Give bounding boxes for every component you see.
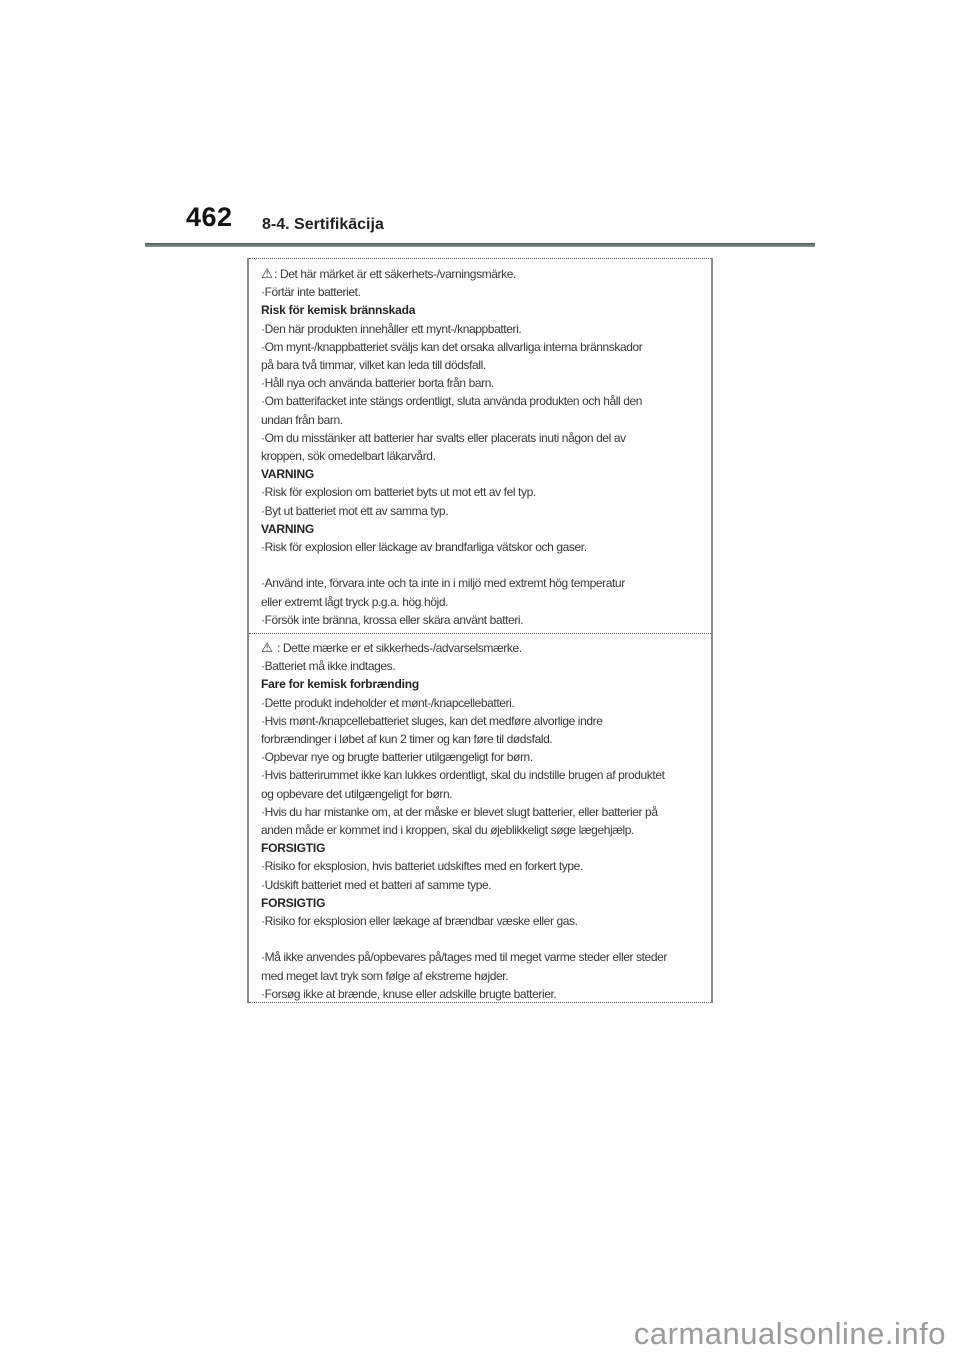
warning-text-line: ·Risk för explosion eller läckage av brandfarliga vätskor och gaser. (261, 540, 587, 555)
warning-text-line: ·Opbevar nye og brugte batterier utilgængeligt for børn. (261, 750, 533, 765)
warning-text-line: og opbevare det utilgængeligt for børn. (261, 786, 453, 801)
warning-text-line: ·Dette produkt indeholder et mønt-/knapcellebatteri. (261, 695, 515, 710)
warning-heading-line: Fare for kemisk forbrænding (261, 677, 419, 692)
warning-heading-line: FORSIGTIG (261, 895, 326, 910)
warning-text-line: ·Använd inte, förvara inte och ta inte in i miljö med extremt hög temperatur (261, 576, 625, 591)
warning-triangle-icon: ⚠ (261, 640, 274, 655)
watermark: carmanualsonline.info (633, 1316, 946, 1351)
warning-text-line: undan från barn. (261, 412, 343, 427)
warning-text-line: ⚠: Det här märket är ett säkerhets-/varningsmärke. (261, 266, 516, 281)
warning-text-line (261, 930, 705, 948)
warning-text-line: ·Udskift batteriet med et batteri af samme type. (261, 877, 492, 892)
warning-text-line: ⚠ : Dette mærke er et sikkerheds-/advarselsmærke. (261, 640, 522, 655)
warning-text-line: på bara två timmar, vilket kan leda till dödsfall. (261, 358, 486, 373)
warning-text-line: ·Håll nya och använda batterier borta från barn. (261, 376, 494, 391)
warning-text-line: eller extremt lågt tryck p.g.a. hög höjd. (261, 594, 449, 609)
warning-heading-line: FORSIGTIG (261, 841, 326, 856)
warning-heading-line: VARNING (261, 521, 315, 536)
warning-heading-line: Risk för kemisk brännskada (261, 303, 416, 318)
warning-text-line: ·Om mynt-/knappbatteriet sväljs kan det orsaka allvarliga interna brännskador (261, 339, 643, 354)
warning-heading-line: VARNING (261, 467, 315, 482)
warning-text-line: ·Hvis du har mistanke om, at der måske er blevet slugt batterier, eller batterier på (261, 804, 658, 819)
warning-text-line: ·Forsøg ikke at brænde, knuse eller adskille brugte batterier. (261, 986, 557, 1001)
header-rule (145, 243, 815, 247)
warning-text-line: ·Den här produkten innehåller ett mynt-/knappbatteri. (261, 321, 522, 336)
warning-text-line: ·Risk för explosion om batteriet byts ut mot ett av fel typ. (261, 485, 536, 500)
warning-box-swedish (249, 258, 711, 633)
warning-text-line: med meget lavt tryk som følge af ekstreme højder. (261, 968, 509, 983)
warning-text-line: ·Om batterifacket inte stängs ordentligt, sluta använda produkten och håll den (261, 394, 643, 409)
warning-text-line: ·Hvis mønt-/knapcellebatteriet sluges, kan det medføre alvorlige indre (261, 713, 603, 728)
warning-text-line: anden måde er kommet ind i kroppen, skal du øjeblikkeligt søge lægehjælp. (261, 823, 635, 838)
warning-text-line: ·Risiko for eksplosion eller lækage af brændbar væske eller gas. (261, 914, 578, 929)
warning-text-line: kroppen, sök omedelbart läkarvård. (261, 449, 436, 464)
warning-box-danish (249, 633, 711, 1003)
warning-text-line: ·Försök inte bränna, krossa eller skära använt batteri. (261, 612, 524, 627)
warning-text-line (261, 556, 705, 574)
warning-text-line: ·Hvis batterirummet ikke kan lukkes ordentligt, skal du indstille brugen af produktet (261, 768, 665, 783)
warning-text-line: ·Om du misstänker att batterier har svalts eller placerats inuti någon del av (261, 430, 626, 445)
warning-panel (247, 258, 713, 1003)
section-title: 8-4. Sertifikācija (262, 216, 384, 233)
warning-text-line: ·Byt ut batteriet mot ett av samma typ. (261, 503, 449, 518)
warning-triangle-icon: ⚠ (261, 266, 274, 281)
warning-text-line: ·Batteriet må ikke indtages. (261, 659, 396, 674)
warning-text-line: ·Förtär inte batteriet. (261, 285, 361, 300)
warning-text-line: ·Risiko for eksplosion, hvis batteriet udskiftes med en forkert type. (261, 859, 583, 874)
warning-text-line: ·Må ikke anvendes på/opbevares på/tages med til meget varme steder eller steder (261, 950, 667, 965)
page-number: 462 (186, 202, 233, 232)
warning-text-line: forbrændinger i løbet af kun 2 timer og kan føre til dødsfald. (261, 732, 553, 747)
